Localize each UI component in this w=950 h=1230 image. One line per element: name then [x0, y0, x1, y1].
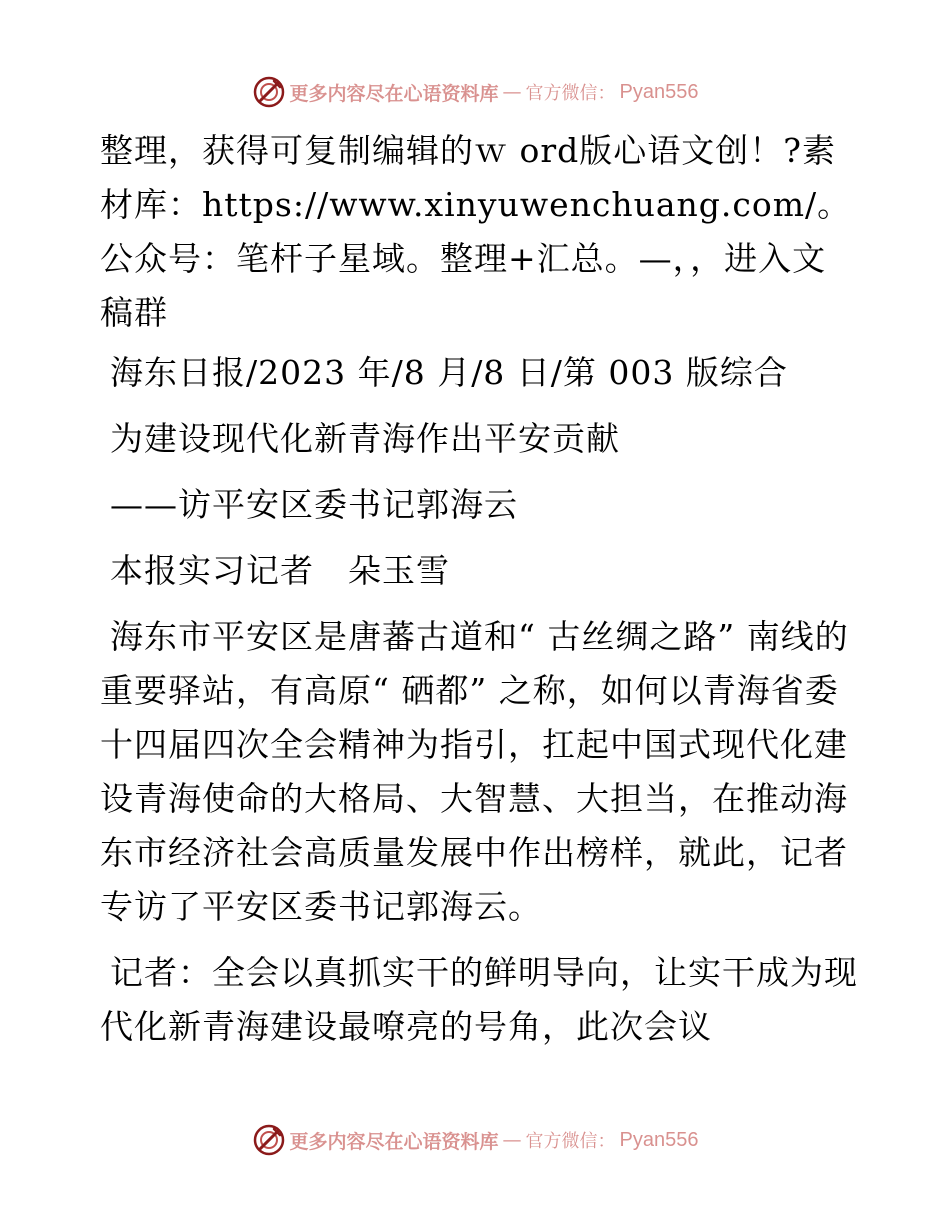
- banner-main-text: 更多内容尽在心语资料库: [289, 1130, 499, 1153]
- document-body: [100, 124, 860, 1066]
- headline: 为建设现代化新青海作出平安贡献: [110, 419, 620, 458]
- subheadline: ——访平安区委书记郭海云: [110, 485, 518, 524]
- banner-dash: —: [502, 1129, 522, 1151]
- body-paragraph-1: 海东市平安区是唐蕃古道和“ 古丝绸之路” 南线的重要驿站，有高原“ 硒都” 之称，如何以青海省委十四届四次全会精神为指引，扛起中国式现代化建设青海使命的大格局、大智慧、大担当，在推动海东市经济社会高质量发展中作出榜样，就此，记者专访了平安区委书记郭海云。: [100, 617, 849, 926]
- banner-dash: —: [502, 81, 522, 103]
- banner-wechat-label: 官方微信：: [525, 1131, 616, 1152]
- source-line: 海东日报/2023 年/8 月/8 日/第 003 版综合: [110, 353, 788, 392]
- banner-wechat-id: Pyan556: [619, 1128, 699, 1151]
- banner-wechat-id: Pyan556: [619, 80, 699, 103]
- brand-logo-icon: [252, 75, 286, 109]
- intro-paragraph: 整理，获得可复制编辑的ｗ ord版心语文创！?素材库：https://www.xinyuwenchuang.com/。公众号：笔杆子星域。整理+汇总。—，，进入文稿群: [100, 131, 852, 332]
- banner-wechat-label: 官方微信：: [525, 83, 616, 104]
- body-paragraph-2: 记者：全会以真抓实干的鲜明导向，让实干成为现代化新青海建设最嘹亮的号角，此次会议: [100, 953, 858, 1046]
- byline: 本报实习记者 朵玉雪: [110, 551, 450, 590]
- brand-logo-icon: [252, 1123, 286, 1157]
- header-watermark-banner: [0, 72, 950, 112]
- banner-main-text: 更多内容尽在心语资料库: [289, 82, 499, 105]
- footer-watermark-banner: [0, 1120, 950, 1160]
